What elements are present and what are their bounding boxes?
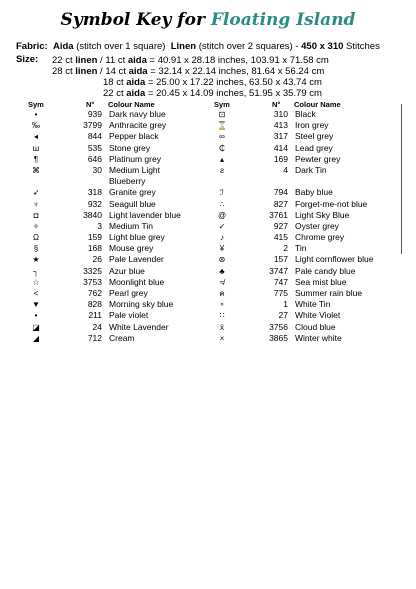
- stitch-symbol-icon: ✧: [32, 221, 40, 231]
- thread-number: 828: [87, 299, 102, 310]
- colour-name: Dark Tin: [295, 164, 327, 175]
- colour-name: Winter white: [295, 332, 342, 343]
- key-row: [214, 254, 404, 265]
- colour-name: Black: [295, 109, 316, 119]
- colour-name: Stone grey: [109, 142, 151, 153]
- thread-number: 414: [273, 142, 288, 153]
- colour-name-continued: Blueberry: [109, 176, 146, 187]
- stitch-symbol-icon: @: [217, 210, 227, 220]
- size-fabric: linen: [75, 55, 98, 66]
- stitch-symbol-icon: <: [33, 289, 39, 298]
- key-row: [214, 221, 404, 232]
- colour-name: White Tin: [295, 299, 331, 310]
- stitch-symbol-icon: Ω: [33, 233, 39, 243]
- row-spacer: [214, 176, 404, 187]
- size-count: 28 ct: [52, 66, 73, 77]
- colour-name: Baby blue: [295, 187, 333, 198]
- size-dimensions: = 25.00 x 17.22 inches, 63.50 x 43.74 cm: [145, 77, 322, 88]
- thread-number: 30: [92, 164, 102, 175]
- thread-number: 747: [273, 276, 288, 287]
- stitches-word: Stitches: [346, 41, 380, 52]
- size-count: 22 ct: [103, 88, 124, 99]
- thread-number: 24: [92, 321, 102, 332]
- key-row: [28, 210, 218, 221]
- key-row: [214, 299, 404, 310]
- thread-number: 794: [273, 187, 288, 198]
- stitch-symbol-icon: ♪: [220, 233, 224, 243]
- key-row: [28, 120, 218, 131]
- stitch-symbol-icon: ∘: [219, 300, 225, 310]
- colour-name: Oyster grey: [295, 220, 339, 231]
- colour-name: Sea mist blue: [295, 276, 347, 287]
- thread-number: 27: [278, 310, 288, 321]
- size-count2: / 14 ct: [97, 66, 126, 77]
- key-row: [214, 232, 404, 243]
- column-header-row: [28, 99, 218, 109]
- key-row: [28, 143, 218, 154]
- size-count: 22 ct: [52, 55, 73, 66]
- key-row: [214, 322, 404, 333]
- colour-name: Medium Tin: [109, 220, 153, 231]
- thread-number: 932: [87, 198, 102, 209]
- size-line: [103, 77, 322, 88]
- colour-name: Mouse grey: [109, 243, 154, 254]
- key-row-continuation: [28, 176, 218, 187]
- colour-name: Chrome grey: [295, 232, 345, 243]
- thread-number: 927: [273, 220, 288, 231]
- colour-name: Pale Lavender: [109, 254, 164, 265]
- stitch-symbol-icon: ⊛: [218, 255, 226, 265]
- colour-name: Pearl grey: [109, 288, 148, 298]
- stitch-symbol-icon: ℐ: [220, 188, 224, 198]
- thread-number: 844: [87, 131, 102, 142]
- thread-number: 3756: [269, 321, 288, 332]
- column-header-num: N°: [86, 100, 95, 109]
- column-header-row: [214, 99, 404, 109]
- column-header-sym: Sym: [28, 100, 44, 109]
- thread-number: 310: [273, 109, 288, 119]
- colour-name: Pale violet: [109, 310, 149, 321]
- key-row: [214, 243, 404, 254]
- stitch-symbol-icon: ♆: [33, 199, 39, 209]
- key-row: [28, 299, 218, 310]
- stitch-count: 450 x 310: [301, 41, 344, 52]
- thread-number: 939: [87, 109, 102, 119]
- thread-number: 1: [283, 299, 288, 310]
- colour-name: Anthracite grey: [109, 120, 167, 131]
- thread-number: 26: [92, 254, 102, 265]
- stitch-symbol-icon: ⌛: [217, 121, 227, 131]
- colour-name: Iron grey: [295, 120, 329, 131]
- stitch-symbol-icon: •: [34, 311, 38, 321]
- thread-number: 3753: [83, 276, 102, 287]
- thread-number: 211: [88, 310, 102, 321]
- thread-number: 3747: [269, 265, 288, 276]
- key-row: [28, 254, 218, 265]
- key-row: [28, 187, 218, 198]
- key-row: [28, 288, 218, 299]
- page-title: [0, 10, 416, 30]
- colour-name: Medium Light: [109, 164, 161, 175]
- key-row: [28, 154, 218, 165]
- thread-number: 646: [87, 153, 102, 164]
- stitch-symbol-icon: ♣: [219, 266, 225, 276]
- key-row: [28, 333, 218, 344]
- colour-name: Pewter grey: [295, 153, 341, 164]
- key-row: [214, 199, 404, 210]
- colour-name: Forget-me-not blue: [295, 198, 368, 209]
- key-row: [28, 199, 218, 210]
- thread-number: 535: [87, 142, 102, 153]
- fabric-aida: Aida: [52, 41, 74, 52]
- stitch-symbol-icon: ◪: [32, 322, 40, 332]
- fabric-linen-note: (stitch over 2 squares) -: [198, 41, 299, 52]
- colour-name: Pale candy blue: [295, 265, 356, 276]
- stitch-symbol-icon: ∞: [219, 132, 225, 142]
- size-fabric2: aida: [128, 66, 148, 77]
- colour-name: Dark navy blue: [109, 109, 166, 119]
- column-header-name: Colour Name: [294, 100, 341, 109]
- colour-name: White Lavender: [109, 321, 169, 332]
- stitch-symbol-icon: ⊡: [218, 110, 226, 119]
- colour-name: Azur blue: [109, 265, 145, 276]
- stitch-symbol-icon: ¶: [33, 154, 39, 164]
- stitch-symbol-icon: ‰: [32, 121, 40, 131]
- thread-number: 168: [87, 243, 102, 254]
- thread-number: 318: [87, 187, 102, 198]
- fabric-aida-note: (stitch over 1 square): [76, 41, 166, 52]
- colour-name: Light blue grey: [109, 232, 165, 243]
- colour-name: Moonlight blue: [109, 276, 165, 287]
- column-header-num: N°: [272, 100, 281, 109]
- thread-number: 169: [273, 153, 288, 164]
- colour-name: White Violet: [295, 310, 341, 321]
- key-row: [28, 131, 218, 142]
- key-row: [28, 232, 218, 243]
- key-row: [214, 143, 404, 154]
- thread-number: 3761: [269, 209, 288, 220]
- fabric-line: [16, 41, 380, 52]
- thread-number: 712: [87, 332, 102, 343]
- colour-name: Pepper black: [109, 131, 159, 142]
- key-row: [214, 333, 404, 344]
- stitch-symbol-icon: ∷: [219, 311, 225, 321]
- key-row: [28, 243, 218, 254]
- colour-name: Cloud blue: [295, 321, 336, 332]
- colour-name: Light lavender blue: [109, 209, 181, 220]
- size-fabric: linen: [75, 66, 98, 77]
- stitch-symbol-icon: ẍ: [220, 322, 224, 332]
- stitch-symbol-icon: ค: [219, 289, 225, 298]
- colour-name: Seagull blue: [109, 198, 156, 209]
- size-fabric2: aida: [126, 77, 146, 88]
- key-row: [28, 322, 218, 333]
- key-row: [214, 310, 404, 321]
- colour-name: Platinum grey: [109, 153, 161, 164]
- size-label: Size:: [16, 54, 39, 65]
- thread-number: 3865: [269, 332, 288, 343]
- stitch-symbol-icon: ▼: [32, 300, 40, 310]
- symbol-table-right: [214, 99, 404, 344]
- key-row: [214, 131, 404, 142]
- stitch-symbol-icon: ƨ: [220, 165, 224, 175]
- symbol-table-left: [28, 99, 218, 344]
- size-count: 18 ct: [103, 77, 124, 88]
- key-row: [214, 210, 404, 221]
- stitch-symbol-icon: ш: [32, 143, 40, 153]
- key-row: [214, 165, 404, 176]
- thread-number: 2: [283, 243, 288, 254]
- stitch-symbol-icon: §: [33, 244, 39, 254]
- thread-number: 762: [87, 288, 102, 298]
- key-row: [214, 266, 404, 277]
- key-row: [214, 288, 404, 299]
- thread-number: 4: [283, 164, 288, 175]
- thread-number: 3: [97, 220, 102, 231]
- size-line: [52, 55, 329, 66]
- size-line: [52, 66, 324, 77]
- stitch-symbol-icon: ≉: [219, 277, 225, 287]
- key-row: [28, 165, 218, 176]
- colour-name: Summer rain blue: [295, 288, 363, 298]
- thread-number: 157: [273, 254, 288, 265]
- fabric-label: Fabric:: [16, 41, 48, 52]
- size-dimensions: = 40.91 x 28.18 inches, 103.91 x 71.58 cm: [146, 55, 329, 66]
- stitch-symbol-icon: ▴: [219, 154, 224, 164]
- key-row: [214, 277, 404, 288]
- thread-number: 317: [273, 131, 288, 142]
- stitch-symbol-icon: ∴: [219, 199, 225, 209]
- stitch-symbol-icon: ✓: [218, 221, 226, 231]
- stitch-symbol-icon: ➶: [32, 188, 40, 198]
- colour-name: Steel grey: [295, 131, 334, 142]
- stitch-symbol-icon: ◢: [32, 333, 40, 343]
- size-dimensions: = 20.45 x 14.09 inches, 51.95 x 35.79 cm: [145, 88, 322, 99]
- thread-number: 3799: [83, 120, 102, 131]
- thread-number: 775: [273, 288, 288, 298]
- thread-number: 413: [273, 120, 288, 131]
- colour-name: Tin: [295, 243, 307, 254]
- size-dimensions: = 32.14 x 22.14 inches, 81.64 x 56.24 cm: [147, 66, 325, 77]
- fabric-linen: Linen: [170, 41, 197, 52]
- size-line: [103, 88, 322, 99]
- key-row: [28, 310, 218, 321]
- thread-number: 3840: [83, 209, 102, 220]
- size-label-line: [16, 54, 38, 65]
- stitch-symbol-icon: ¥: [219, 244, 225, 254]
- stitch-symbol-icon: ⌘: [32, 165, 40, 175]
- colour-name: Lead grey: [295, 142, 333, 153]
- thread-number: 415: [273, 232, 288, 243]
- colour-name: Cream: [109, 332, 135, 343]
- size-fabric2: aida: [126, 88, 146, 99]
- key-row: [214, 187, 404, 198]
- size-count2: / 11 ct: [97, 55, 126, 66]
- key-row: [28, 277, 218, 288]
- stitch-symbol-icon: ☆: [32, 277, 40, 287]
- colour-name: Light Sky Blue: [295, 209, 350, 220]
- stitch-symbol-icon: ◘: [33, 210, 39, 220]
- stitch-symbol-icon: •: [34, 110, 38, 119]
- stitch-symbol-icon: ₵: [219, 143, 225, 153]
- key-row: [214, 120, 404, 131]
- thread-number: 159: [87, 232, 102, 243]
- key-row: [28, 266, 218, 277]
- colour-name: Light cornflower blue: [295, 254, 374, 265]
- stitch-symbol-icon: ★: [32, 255, 40, 265]
- title-pattern-name: Floating Island: [210, 10, 356, 30]
- key-row: [28, 109, 218, 120]
- column-header-name: Colour Name: [108, 100, 155, 109]
- size-fabric2: aida: [127, 55, 147, 66]
- thread-number: 827: [273, 198, 288, 209]
- column-header-sym: Sym: [214, 100, 230, 109]
- key-row: [28, 221, 218, 232]
- stitch-symbol-icon: ◂: [33, 132, 38, 142]
- colour-name: Granite grey: [109, 187, 156, 198]
- key-row: [214, 109, 404, 120]
- thread-number: 3325: [83, 265, 102, 276]
- stitch-symbol-icon: ┐: [33, 266, 39, 276]
- key-row: [214, 154, 404, 165]
- stitch-symbol-icon: ×: [219, 333, 225, 343]
- colour-name: Morning sky blue: [109, 299, 174, 310]
- title-prefix: Symbol Key for: [60, 10, 205, 30]
